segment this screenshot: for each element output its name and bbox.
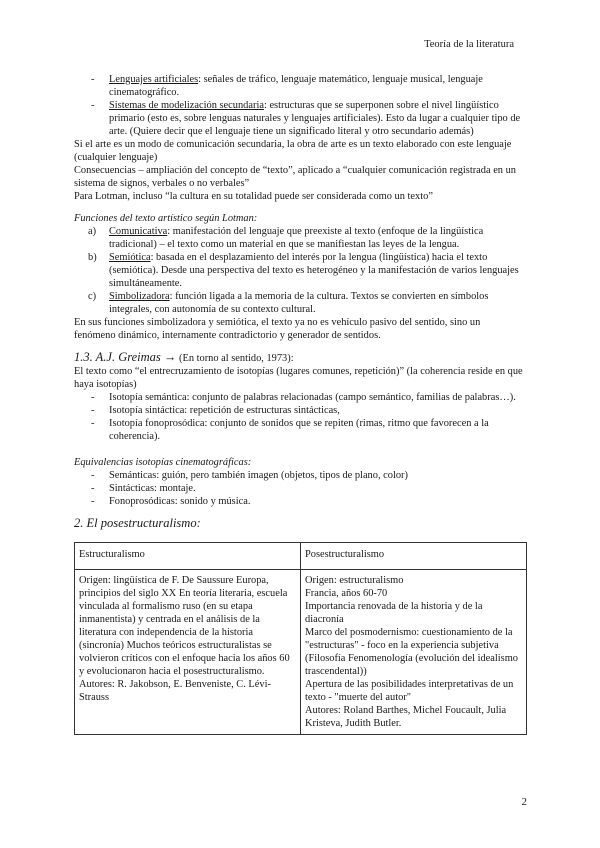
table-cell	[75, 570, 301, 735]
table-row	[75, 570, 527, 735]
list-item: - Fonoprosódicas: sonido y música.	[74, 495, 524, 508]
list-item: - Semánticas: guión, pero también imagen (objetos, tipos de plano, color)	[74, 469, 524, 482]
list-marker: c)	[88, 291, 97, 302]
definition: : basada en el desplazamiento del interés por la lengua (lingüística) hacia el texto (semiótica). Desde una perspectiva del texto es heterogéneo y la manifestación de varios lenguajes simultáneamente.	[109, 252, 519, 289]
list-item	[74, 99, 524, 138]
cell-text: Origen: lingüística de F. De Saussure Europa, principios del siglo XX En teoría literaria, escuela vinculada al formalismo ruso (en su etapa inmanentista) y centrada en el análisis de la literatura con independencia de la historia (sincronía) Muchos teóricos estructuralistas se volvieron críticos con el enfoque hacia los años 60 y evolucionaron hacia el posestructuralismo.	[79, 575, 290, 677]
definition: : función ligada a la memoria de la cultura. Textos se convierten en símbolos integrales, con autonomía de su contexto cultural.	[109, 291, 489, 315]
functions-list	[74, 225, 524, 316]
term: Comunicativa	[109, 226, 168, 237]
list-item	[74, 73, 524, 99]
comparison-table	[74, 542, 527, 735]
table-header-row	[75, 543, 527, 570]
term: Simbolizadora	[109, 291, 170, 302]
functions-title: Funciones del texto artístico según Lotman:	[74, 213, 258, 224]
term: Sistemas de modelización secundaria	[109, 100, 264, 111]
cinema-title: Equivalencias isotopías cinematográficas:	[74, 457, 252, 468]
section-heading: 2. El posestructuralismo:	[74, 516, 201, 530]
cell-text: Importancia renovada de la historia y de la diacronía	[305, 601, 483, 625]
term: Semiótica	[109, 252, 151, 263]
cell-text: Autores: Roland Barthes, Michel Foucault, Julia Kristeva, Judith Butler.	[305, 705, 507, 729]
list-item: - Sintácticas: montaje.	[74, 482, 524, 495]
definition: : estructuras que se superponen sobre el nivel lingüístico primario (esto es, sobre lenguas naturales y lenguajes artificiales). Esto da lugar a cualquier tipo de arte. (Quiere decir que el lenguaje tiene un significado literal y otro secundario además)	[109, 100, 521, 137]
page-content	[74, 73, 524, 735]
table-cell	[301, 570, 527, 735]
cell-text: Apertura de las posibilidades interpretativas de un texto - "muerte del autor"	[305, 679, 514, 703]
list-marker: b)	[88, 252, 97, 263]
running-header: Teoría de la literatura	[424, 39, 514, 50]
cell-text: Autores: R. Jakobson, E. Benveniste, C. Lévi-Strauss	[79, 679, 271, 703]
list-item	[74, 290, 524, 316]
greimas-heading	[74, 351, 524, 365]
list-item: - Isotopía fonoprosódica: conjunto de sonidos que se repiten (rimas, ritmo que favorecen a la coherencia).	[74, 417, 524, 443]
paragraph: El texto como “el entrecruzamiento de isotopías (lugares comunes, repetición)” (la coherencia reside en que haya isotopías)	[74, 366, 523, 390]
table-header-cell: Posestructuralismo	[301, 543, 527, 570]
cell-text: Francia, años 60-70	[305, 588, 388, 599]
cell-text: Origen: estructuralismo	[305, 575, 404, 586]
term: Lenguajes artificiales	[109, 74, 199, 85]
cinema-list	[74, 469, 524, 508]
heading-reference: (En torno al sentido, 1973):	[176, 353, 294, 364]
intro-list	[74, 73, 524, 138]
definition: : señales de tráfico, lenguaje matemático, lenguaje musical, lenguaje cinematográfico.	[109, 74, 483, 98]
paragraph: Consecuencias – ampliación del concepto de “texto”, aplicado a “cualquier comunicación registrada en un sistema de signos, verbales o no verbales”	[74, 165, 516, 189]
list-item: - Isotopía sintáctica: repetición de estructuras sintácticas,	[74, 404, 524, 417]
table-header-cell: Estructuralismo	[75, 543, 301, 570]
paragraph: Si el arte es un modo de comunicación secundaria, la obra de arte es un texto elaborado con este lenguaje (cualquier lenguaje)	[74, 139, 512, 163]
paragraph: En sus funciones simbolizadora y semiótica, el texto ya no es vehículo pasivo del sentido, sino un fenómeno dinámico, internamente contradictorio y generador de sentidos.	[74, 317, 481, 341]
list-item	[74, 251, 524, 290]
isotopy-list	[74, 391, 524, 443]
list-marker: a)	[88, 226, 97, 237]
paragraph: Para Lotman, incluso “la cultura en su totalidad puede ser considerada como un texto”	[74, 191, 433, 202]
cell-text: Marco del posmodernismo: cuestionamiento de la "estructuras" - foco en la experiencia subjetiva (Filosofía Fenomenología (evolución del idealismo trascendental))	[305, 627, 518, 677]
definition: : manifestación del lenguaje que preexiste al texto (enfoque de la lingüística tradicional) – el texto como un material en que se manifiestan las leyes de la lengua.	[109, 226, 484, 250]
list-item	[74, 225, 524, 251]
heading-title: 1.3. A.J. Greimas →	[74, 350, 177, 364]
list-item: - Isotopía semántica: conjunto de palabras relacionadas (campo semántico, familias de palabras…).	[74, 391, 524, 404]
page-number: 2	[521, 796, 527, 808]
